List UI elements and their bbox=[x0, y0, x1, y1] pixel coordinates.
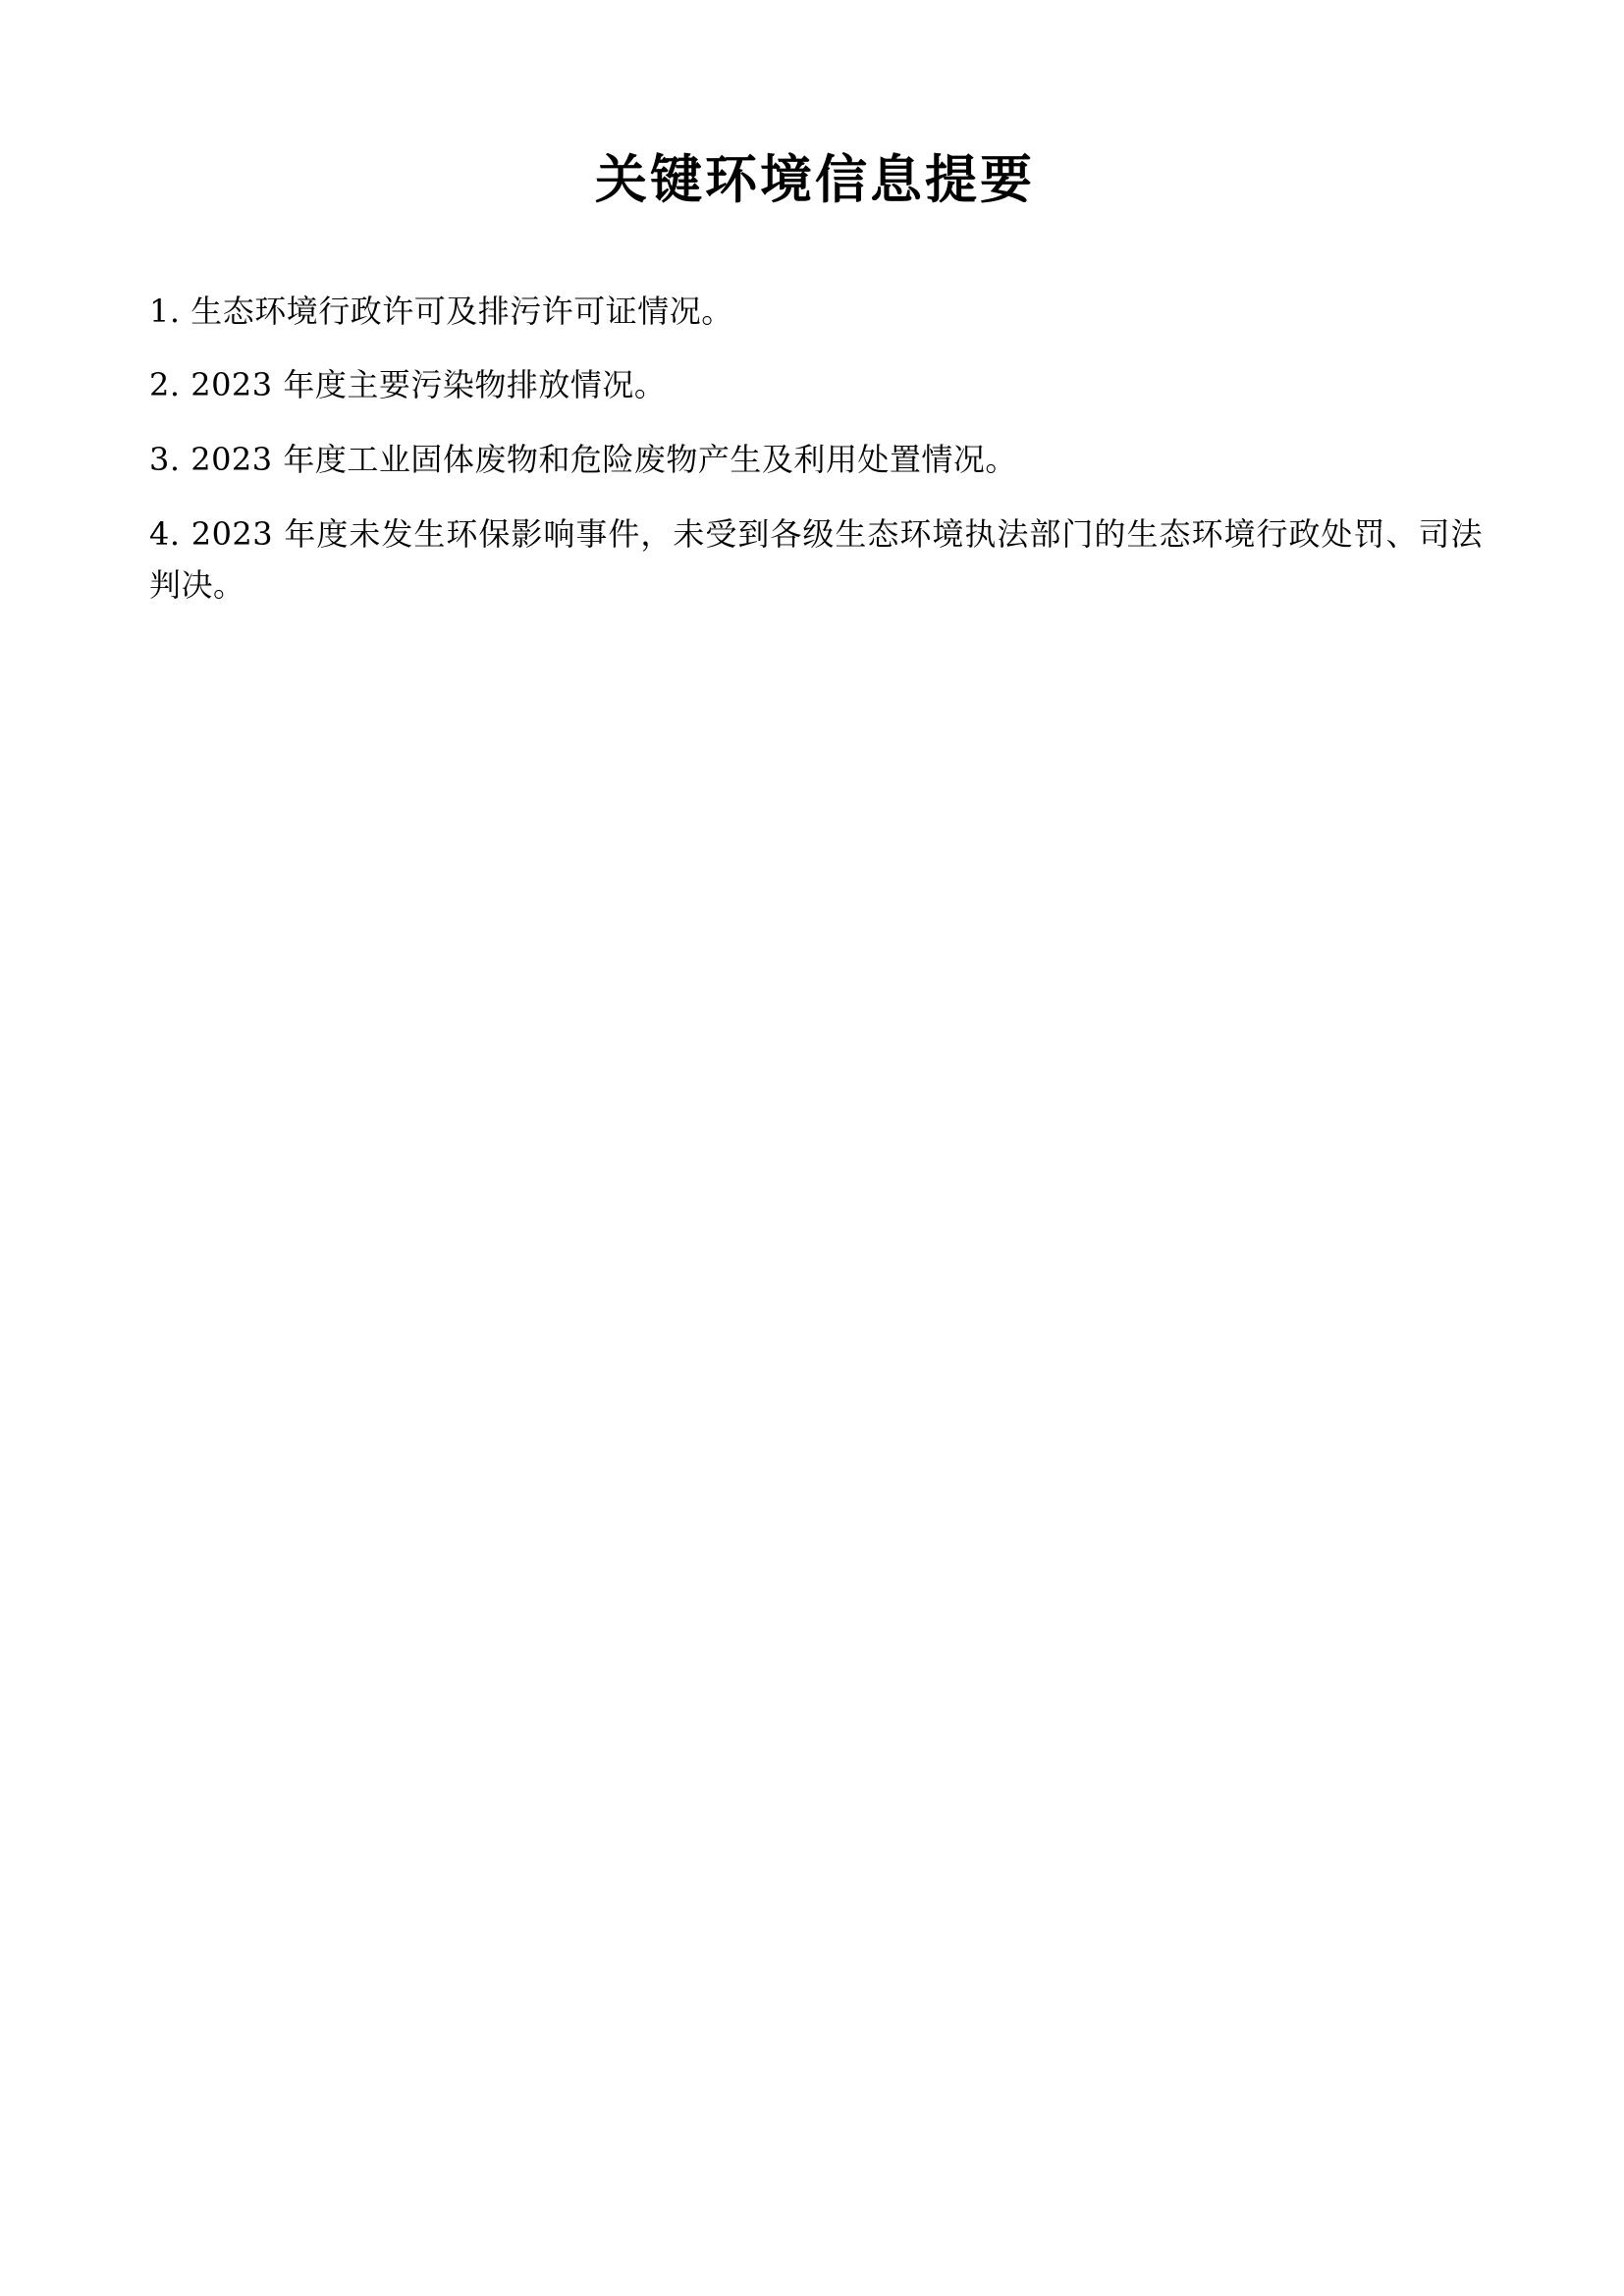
list-item: 2. 2023 年度主要污染物排放情况。 bbox=[149, 366, 667, 404]
document-content bbox=[147, 0, 1483, 612]
list-item: 1. 生态环境行政许可及排污许可证情况。 bbox=[149, 292, 733, 330]
summary-item-list bbox=[147, 287, 1483, 612]
list-item: 4. 2023 年度未发生环保影响事件，未受到各级生态环境执法部门的生态环境行政处罚、司法判决。 bbox=[149, 515, 1483, 604]
list-item: 3. 2023 年度工业固体废物和危险废物产生及利用处置情况。 bbox=[149, 441, 1017, 479]
page-title: 关键环境信息提要 bbox=[595, 149, 1035, 210]
